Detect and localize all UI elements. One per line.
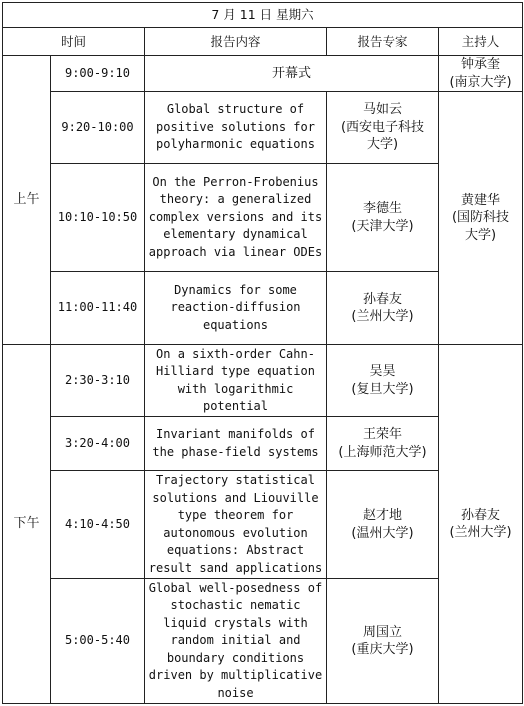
header-row <box>3 28 523 56</box>
talk-time: 10:10-10:50 <box>51 164 145 272</box>
title-row <box>3 3 523 28</box>
talk-time: 11:00-11:40 <box>51 272 145 345</box>
talk-time: 3:20-4:00 <box>51 417 145 471</box>
opening-ceremony: 开幕式 <box>145 56 439 92</box>
header-time: 时间 <box>3 28 145 56</box>
header-host: 主持人 <box>439 28 523 56</box>
talk-title: On the Perron-Frobenius theory: a generalized complex versions and its elementary dynamical approach via linear ODEs <box>145 164 327 272</box>
host-name: 钟承奎 (南京大学) <box>439 56 523 92</box>
speaker-name: 周国立 (重庆大学) <box>327 579 439 704</box>
speaker-name: 吴昊 (复旦大学) <box>327 345 439 417</box>
talk-title: Dynamics for some reaction-diffusion equations <box>145 272 327 345</box>
talk-time: 4:10-4:50 <box>51 471 145 579</box>
talk-time: 2:30-3:10 <box>51 345 145 417</box>
speaker-name: 马如云 (西安电子科技 大学) <box>327 92 439 164</box>
speaker-name: 赵才地 (温州大学) <box>327 471 439 579</box>
talk-title: On a sixth-order Cahn- Hilliard type equation with logarithmic potential <box>145 345 327 417</box>
session-label-afternoon: 下午 <box>3 345 51 704</box>
schedule-title: 7 月 11 日 星期六 <box>3 3 523 28</box>
talk-title: Invariant manifolds of the phase-field systems <box>145 417 327 471</box>
talk-time: 5:00-5:40 <box>51 579 145 704</box>
header-expert: 报告专家 <box>327 28 439 56</box>
table-row <box>3 56 523 92</box>
table-row <box>3 92 523 164</box>
schedule-table <box>2 2 523 704</box>
host-name: 黄建华 (国防科技 大学) <box>439 92 523 345</box>
speaker-name: 孙春友 (兰州大学) <box>327 272 439 345</box>
header-content: 报告内容 <box>145 28 327 56</box>
talk-title: Global structure of positive solutions for polyharmonic equations <box>145 92 327 164</box>
speaker-name: 李德生 (天津大学) <box>327 164 439 272</box>
talk-title: Trajectory statistical solutions and Liouville type theorem for autonomous evolution equations: Abstract result sand applications <box>145 471 327 579</box>
session-label-morning: 上午 <box>3 56 51 345</box>
talk-title: Global well-posedness of stochastic nematic liquid crystals with random initial and boundary conditions driven by multiplicative noise <box>145 579 327 704</box>
talk-time: 9:00-9:10 <box>51 56 145 92</box>
host-name: 孙春友 (兰州大学) <box>439 345 523 704</box>
table-row <box>3 345 523 417</box>
talk-time: 9:20-10:00 <box>51 92 145 164</box>
speaker-name: 王荣年 (上海师范大学) <box>327 417 439 471</box>
